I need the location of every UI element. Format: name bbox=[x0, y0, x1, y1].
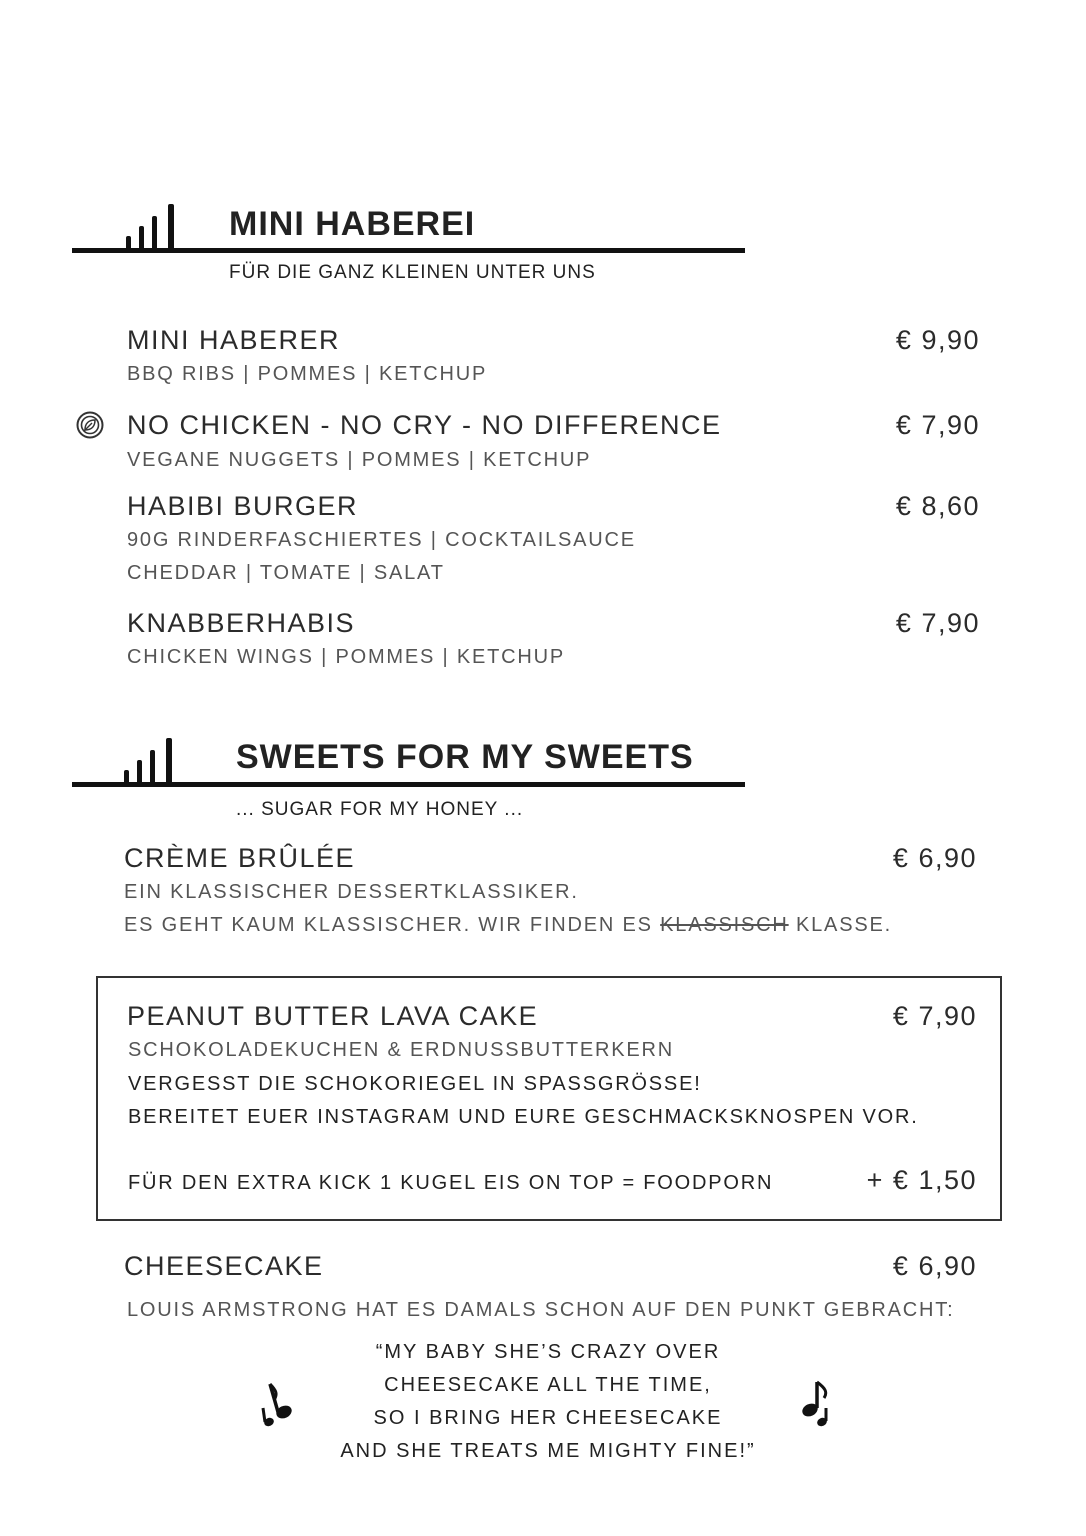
menu-item-price: € 7,90 bbox=[895, 410, 980, 440]
menu-item-description: EIN KLASSISCHER DESSERTKLASSIKER. bbox=[124, 881, 579, 903]
menu-item-description: SCHOKOLADEKUCHEN & ERDNUSSBUTTERKERN bbox=[128, 1039, 674, 1061]
vegan-leaf-icon bbox=[76, 411, 104, 439]
menu-item-description: CHEDDAR | TOMATE | SALAT bbox=[127, 562, 445, 584]
strikethrough-word: KLASSISCH bbox=[660, 914, 789, 936]
menu-item-price: € 8,60 bbox=[895, 491, 980, 521]
signal-bars-icon bbox=[126, 204, 182, 252]
menu-item-description: VERGESST DIE SCHOKORIEGEL IN SPASSGRÖSSE! bbox=[128, 1073, 702, 1095]
section-rule bbox=[72, 248, 745, 253]
section-title: MINI HABEREI bbox=[229, 205, 476, 243]
section-subtitle: FÜR DIE GANZ KLEINEN UNTER UNS bbox=[229, 262, 596, 283]
menu-item-name: CRÈME BRÛLÉE bbox=[124, 843, 356, 873]
menu-item-name: KNABBERHABIS bbox=[127, 608, 356, 638]
menu-item-price: € 7,90 bbox=[892, 1001, 977, 1031]
quote-line: SO I BRING HER CHEESECAKE bbox=[373, 1407, 723, 1429]
extra-option-text: FÜR DEN EXTRA KICK 1 KUGEL EIS ON TOP = FOODPORN bbox=[128, 1172, 774, 1194]
menu-item-price: € 9,90 bbox=[895, 325, 980, 355]
extra-option-price: + € 1,50 bbox=[866, 1165, 977, 1195]
music-notes-icon bbox=[258, 1380, 298, 1430]
menu-item-description: LOUIS ARMSTRONG HAT ES DAMALS SCHON AUF DEN PUNKT GEBRACHT: bbox=[127, 1299, 955, 1321]
menu-item-name: CHEESECAKE bbox=[124, 1251, 324, 1281]
signal-bars-icon bbox=[124, 738, 180, 786]
menu-item-description: VEGANE NUGGETS | POMMES | KETCHUP bbox=[127, 449, 592, 471]
section-subtitle: ... SUGAR FOR MY HONEY ... bbox=[236, 799, 524, 820]
section-title: SWEETS FOR MY SWEETS bbox=[236, 738, 694, 776]
menu-item-description: BEREITET EUER INSTAGRAM UND EURE GESCHMACKSKNOSPEN VOR. bbox=[128, 1106, 919, 1128]
music-notes-icon bbox=[798, 1380, 838, 1430]
menu-item-description: BBQ RIBS | POMMES | KETCHUP bbox=[127, 363, 488, 385]
description-text: KLASSE. bbox=[788, 914, 892, 936]
description-text: ES GEHT KAUM KLASSISCHER. WIR FINDEN ES bbox=[124, 914, 661, 936]
menu-item-description: CHICKEN WINGS | POMMES | KETCHUP bbox=[127, 646, 566, 668]
menu-item-name: NO CHICKEN - NO CRY - NO DIFFERENCE bbox=[127, 410, 722, 440]
menu-item-name: HABIBI BURGER bbox=[127, 491, 359, 521]
menu-item-description bbox=[124, 914, 892, 937]
section-rule bbox=[72, 782, 745, 787]
menu-item-name: PEANUT BUTTER LAVA CAKE bbox=[127, 1001, 539, 1031]
menu-item-description: 90G RINDERFASCHIERTES | COCKTAILSAUCE bbox=[127, 529, 636, 551]
quote-line: AND SHE TREATS ME MIGHTY FINE!” bbox=[340, 1440, 756, 1462]
quote-line: “MY BABY SHE’S CRAZY OVER bbox=[375, 1341, 721, 1363]
menu-item-price: € 6,90 bbox=[892, 1251, 977, 1281]
menu-item-name: MINI HABERER bbox=[127, 325, 341, 355]
menu-item-price: € 6,90 bbox=[892, 843, 977, 873]
menu-item-price: € 7,90 bbox=[895, 608, 980, 638]
quote-block bbox=[310, 1336, 786, 1468]
quote-line: CHEESECAKE ALL THE TIME, bbox=[384, 1374, 712, 1396]
